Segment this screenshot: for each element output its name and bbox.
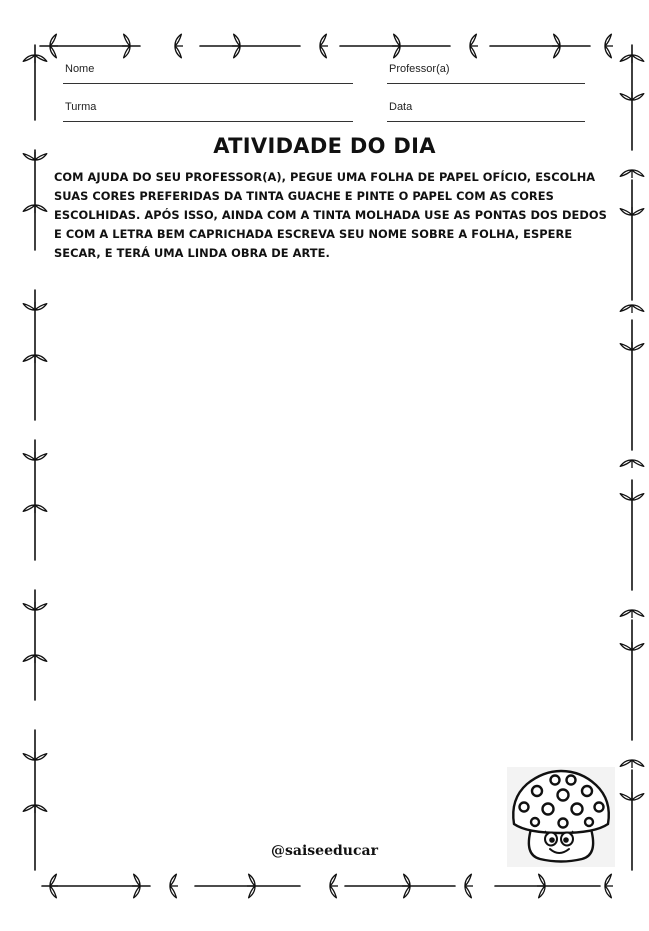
- leaf-sprig: [167, 874, 180, 898]
- leaf-sprig: [602, 874, 615, 898]
- leaf-sprig: [620, 607, 644, 620]
- leaf-sprig: [317, 34, 330, 58]
- professor-line: [387, 83, 585, 84]
- nome-line: [63, 83, 353, 84]
- author-handle: @saiseeducar: [271, 843, 378, 859]
- nome-label: Nome: [65, 63, 95, 75]
- turma-line: [63, 121, 353, 122]
- leaf-sprig: [620, 757, 644, 770]
- leaf-sprig: [327, 874, 340, 898]
- leaf-sprig: [602, 34, 615, 58]
- professor-label: Professor(a): [389, 63, 450, 75]
- data-label: Data: [389, 101, 413, 113]
- page-title: ATIVIDADE DO DIA: [213, 134, 436, 158]
- leaf-sprig: [620, 167, 644, 180]
- turma-label: Turma: [65, 101, 97, 113]
- leaf-sprig: [620, 302, 644, 315]
- activity-instructions: COM AJUDA DO SEU PROFESSOR(A), PEGUE UMA FOLHA DE PAPEL OFÍCIO, ESCOLHA SUAS CORES PREFERIDAS DA TINTA GUACHE E PINTE O PAPEL COM AS CORES ESCOLHIDAS. APÓS ISSO, AINDA COM A TINTA MOLHADA USE AS PONTAS DOS DEDOS E COM A LETRA BEM CAPRICHADA ESCREVA SEU NOME SOBRE A FOLHA, ESPERE SECAR, E TERÁ UMA LINDA OBRA DE ARTE.: [54, 170, 607, 260]
- leaf-sprig: [467, 34, 480, 58]
- leaf-sprig: [620, 457, 644, 470]
- leaf-sprig: [462, 874, 475, 898]
- data-line: [387, 121, 585, 122]
- leaf-sprig: [172, 34, 185, 58]
